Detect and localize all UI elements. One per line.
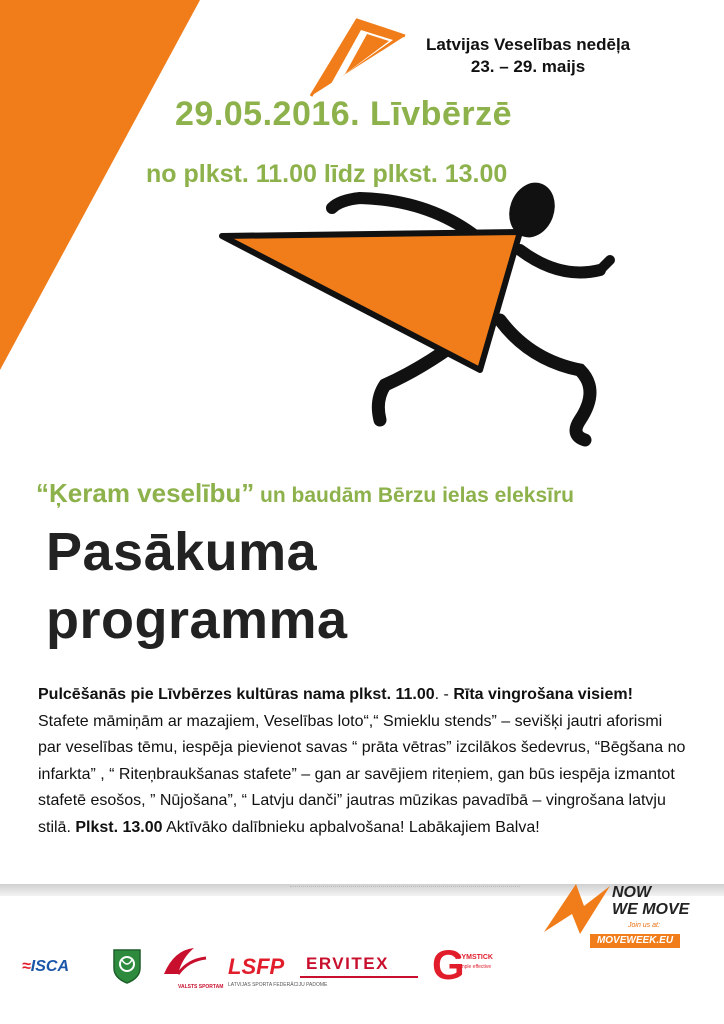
gathering-info: Pulcēšanās pie Līvbērzes kultūras nama plkst. 11.00 — [38, 686, 435, 703]
partner-logos — [0, 940, 724, 1010]
health-week-logo-icon — [305, 18, 417, 98]
health-week-name: Latvijas Veselības nedēļa — [426, 35, 631, 54]
award-text: Aktīvāko dalībnieku apbalvošana! Labākajiem Balva! — [162, 818, 540, 836]
program-title — [46, 518, 348, 654]
gymstick-logo-text: GYMSTICK — [456, 954, 493, 961]
valsts-sportam-text: VALSTS SPORTAM — [178, 984, 224, 990]
ervitex-underline — [300, 976, 418, 978]
moveweek-url: MOVEWEEK.EU — [590, 934, 680, 948]
now-we-move-line1: NOW — [612, 884, 652, 901]
isca-logo — [22, 958, 69, 976]
isca-logo-text: ISCA — [30, 958, 70, 975]
gathering-separator: . - — [434, 686, 454, 703]
running-figure-illustration — [180, 150, 640, 470]
program-title-line2: programma — [46, 590, 348, 650]
slogan-rest: un baudām Bērzu ielas eleksīru — [254, 484, 574, 507]
health-week-dates: 23. – 29. maijs — [470, 57, 586, 76]
lsfp-subtitle: LATVIJAS SPORTA FEDERĀCIJU PADOME — [228, 982, 328, 988]
isca-swoosh-icon: ≈ — [22, 958, 31, 975]
event-time: no plkst. 11.00 līdz plkst. 13.00 — [146, 160, 508, 188]
slogan-quote: “Ķeram veselību” — [36, 478, 255, 508]
now-we-move-text — [612, 884, 689, 918]
health-week-title — [426, 34, 630, 78]
award-time: Plkst. 13.00 — [75, 818, 163, 836]
morning-exercise: Rīta vingrošana visiem! — [453, 686, 633, 703]
lsfp-logo: LSFP — [228, 954, 285, 979]
join-us-text: Join us at: — [628, 922, 660, 929]
gymstick-g-logo: G — [432, 941, 465, 988]
ervitex-logo: ERVITEX — [306, 954, 389, 973]
footer-divider — [290, 886, 520, 891]
event-slogan — [36, 478, 574, 509]
activities-list: Stafete māmiņām ar mazajiem, Veselības loto“,“ Smieklu stends” – sevišķi jautri aforismi par veselības tēmu, iespēja pievienot savas “ prāta vētras” izcilākos šedevrus, “Bēgšana no infarkta” , “ Riteņbraukšanas stafete” – gan ar savējiem riteņiem, gan būs iespēja izmantot stafetē esošos, ” Nūjošana”, “ Latvju danči” jautras mūzikas pavadībā – vingrošana latvju stilā. — [38, 712, 686, 836]
now-we-move-line2: WE MOVE — [612, 901, 690, 918]
lsfs-shield-logo-icon — [112, 946, 142, 984]
program-description — [38, 682, 688, 841]
gymstick-tagline: Simple effective — [456, 964, 492, 970]
event-date-place: 29.05.2016. Līvbērzē — [175, 95, 513, 133]
valsts-sportam-logo-icon — [160, 944, 210, 984]
program-title-line1: Pasākuma — [46, 522, 318, 582]
